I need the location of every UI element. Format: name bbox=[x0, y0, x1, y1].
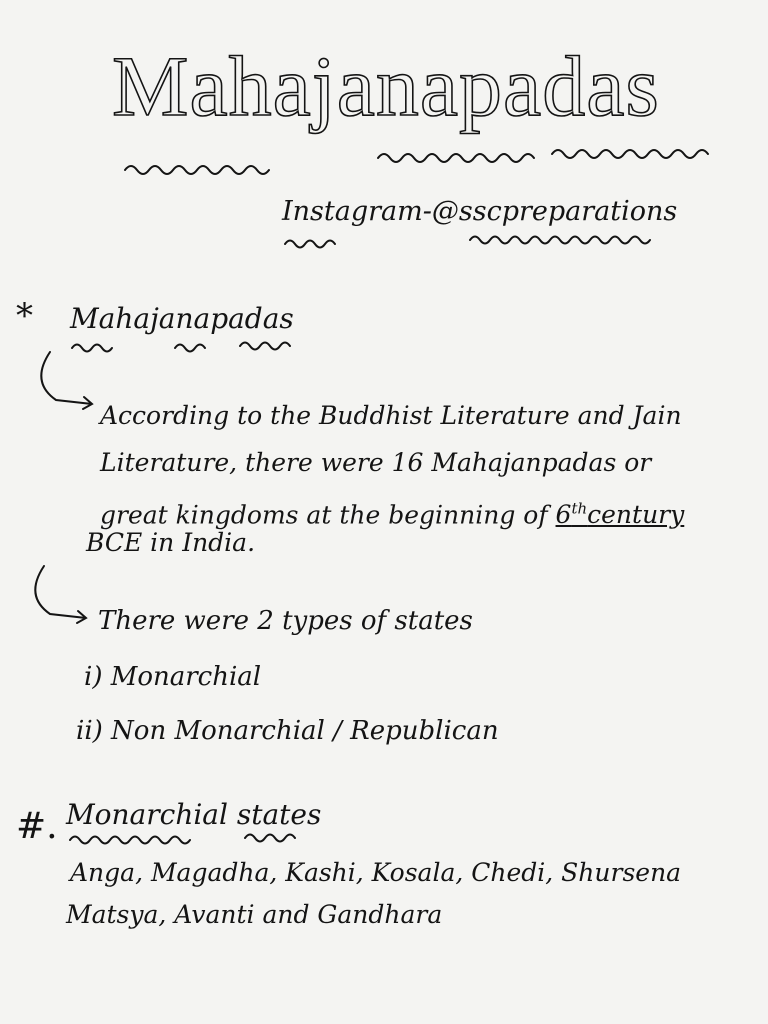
type-item-1 bbox=[84, 662, 261, 692]
type-label-2: Non Monarchial / Republican bbox=[111, 716, 499, 746]
century-suffix: th bbox=[571, 500, 588, 518]
hash-bullet-icon: #. bbox=[16, 806, 58, 847]
states-line-2: Matsya, Avanti and Gandhara bbox=[66, 900, 443, 929]
century-word: century bbox=[587, 500, 685, 530]
title-squiggle-3 bbox=[552, 150, 708, 158]
century-phrase bbox=[556, 500, 685, 529]
star-bullet-icon: * bbox=[16, 296, 33, 336]
states-line-1: Anga, Magadha, Kashi, Kosala, Chedi, Shursena bbox=[70, 858, 682, 887]
handle-squiggle-1 bbox=[285, 241, 335, 248]
type-number-2: ii) bbox=[76, 716, 103, 746]
type-number-1: i) bbox=[84, 662, 103, 692]
intro-paragraph bbox=[100, 392, 684, 538]
title-squiggle-2 bbox=[378, 154, 534, 162]
heading2-squiggle-2 bbox=[245, 835, 295, 842]
arrow-2-icon bbox=[35, 566, 86, 623]
heading-squiggle-1 bbox=[72, 345, 112, 352]
paragraph-line-1: According to the Buddhist Literature and Jain bbox=[100, 401, 682, 430]
heading2-squiggle-1 bbox=[70, 837, 190, 844]
handle-squiggle-2 bbox=[470, 237, 650, 244]
paragraph-line-2: Literature, there were 16 Mahajanpadas or bbox=[100, 448, 652, 477]
instagram-handle: Instagram-@sscpreparations bbox=[282, 196, 678, 227]
section-heading-mahajanapadas: Mahajanapadas bbox=[70, 302, 294, 335]
section-heading-monarchial-states: Monarchial states bbox=[66, 798, 322, 831]
type-item-2 bbox=[76, 716, 499, 746]
paragraph-line-3-text: great kingdoms at the beginning of bbox=[100, 500, 548, 530]
title-squiggle-1 bbox=[125, 166, 269, 174]
paragraph-end: BCE in India. bbox=[86, 528, 256, 557]
page-title: Mahajanapadas bbox=[112, 38, 660, 134]
arrow-1-icon bbox=[41, 352, 92, 409]
type-label-1: Monarchial bbox=[110, 662, 262, 692]
heading-squiggle-3 bbox=[240, 343, 290, 350]
century-value: 6 bbox=[555, 500, 572, 530]
heading-squiggle-2 bbox=[175, 345, 205, 352]
types-intro: There were 2 types of states bbox=[98, 606, 473, 636]
